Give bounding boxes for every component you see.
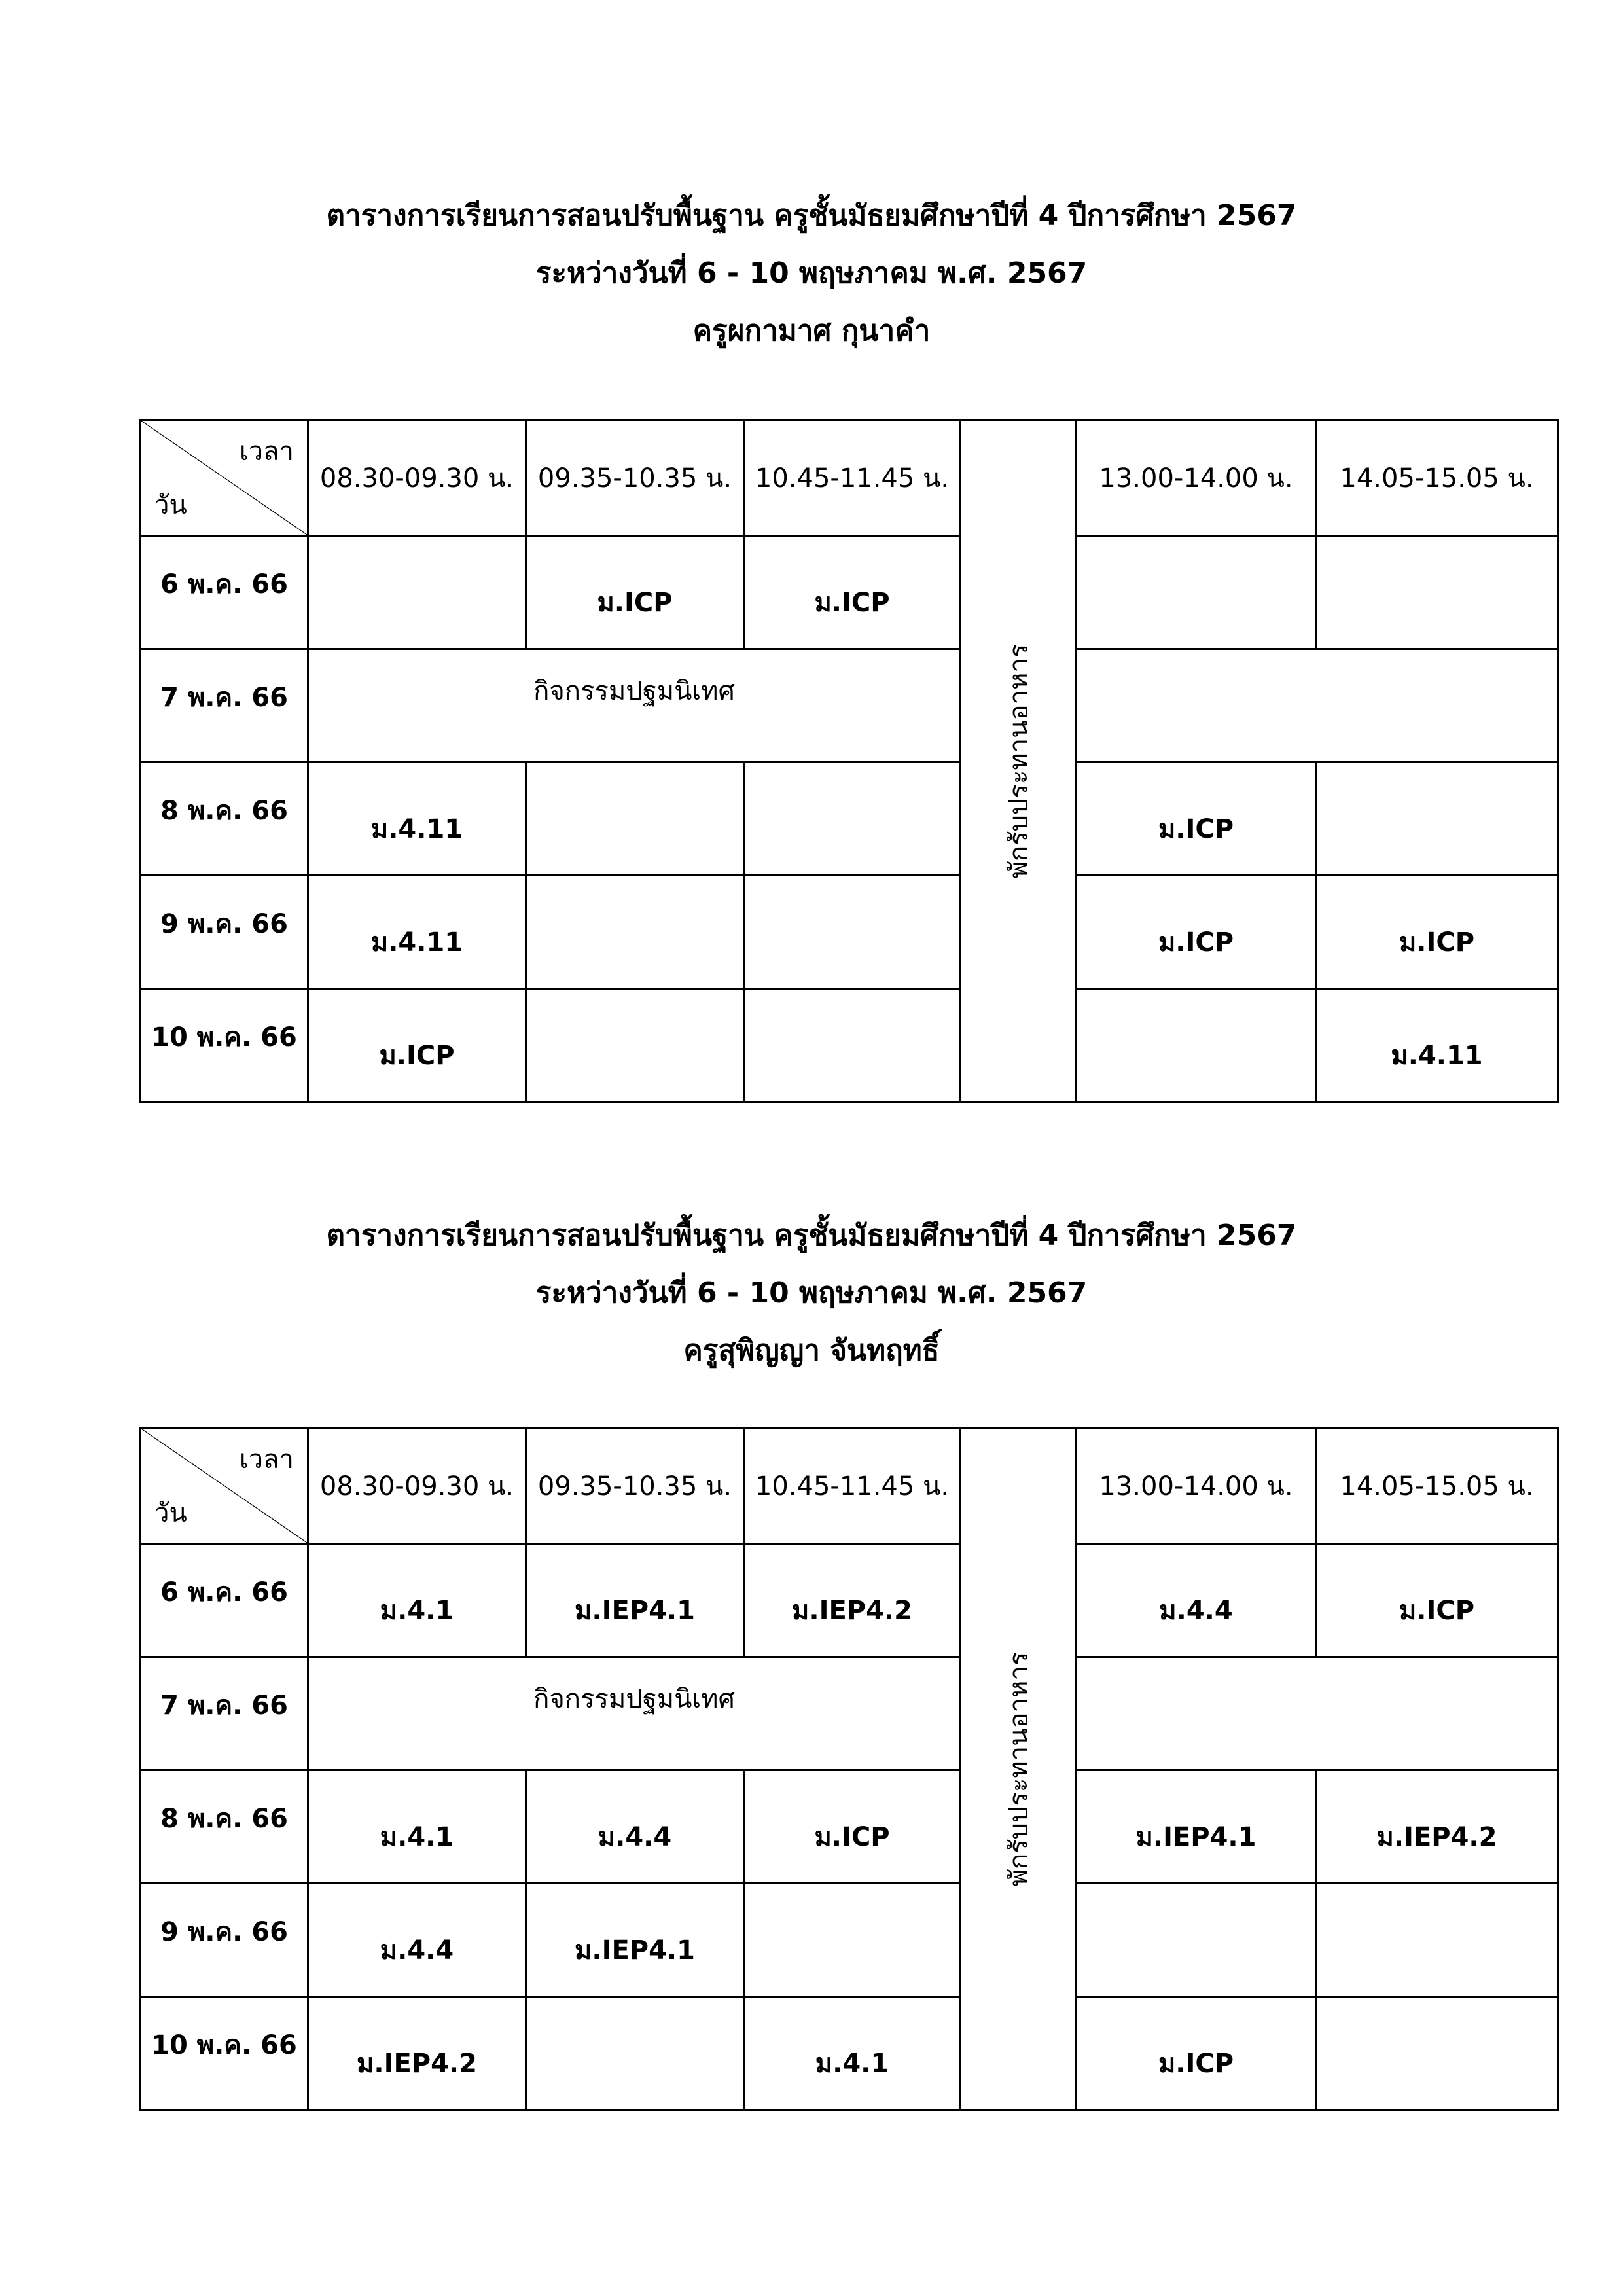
header-row [141, 420, 1558, 536]
lunch-break-label: พักรับประทานอาหาร [1004, 1651, 1034, 1886]
class-cell: ม.4.11 [308, 876, 526, 989]
day-row [141, 1544, 1558, 1657]
class-cell [1316, 762, 1558, 876]
class-cell: ม.4.1 [744, 1997, 961, 2110]
corner-cell [141, 1428, 308, 1544]
day-row [141, 989, 1558, 1102]
class-cell [1077, 989, 1316, 1102]
class-cell: ม.ICP [744, 1770, 961, 1884]
day-label: 7 พ.ค. 66 [141, 649, 308, 762]
period-header: 14.05-15.05 น. [1316, 420, 1558, 536]
day-label: 6 พ.ค. 66 [141, 536, 308, 649]
day-row [141, 1770, 1558, 1884]
class-cell: ม.4.4 [1077, 1544, 1316, 1657]
day-label: 10 พ.ค. 66 [141, 989, 308, 1102]
lunch-break-label: พักรับประทานอาหาร [1004, 643, 1034, 878]
lunch-break-column [961, 1428, 1077, 2110]
class-cell: ม.IEP4.2 [1316, 1770, 1558, 1884]
class-cell [308, 536, 526, 649]
period-header: 10.45-11.45 น. [744, 420, 961, 536]
class-cell: ม.IEP4.1 [526, 1884, 744, 1997]
class-cell: ม.ICP [1077, 1997, 1316, 2110]
day-label: 6 พ.ค. 66 [141, 1544, 308, 1657]
day-row [141, 649, 1558, 762]
timetable [139, 1427, 1559, 2111]
class-cell: ม.IEP4.1 [1077, 1770, 1316, 1884]
period-header: 09.35-10.35 น. [526, 420, 744, 536]
day-label: 9 พ.ค. 66 [141, 876, 308, 989]
class-cell [1316, 536, 1558, 649]
timetable-title: ตารางการเรียนการสอนปรับพื้นฐาน ครูชั้นมัธยมศึกษาปีที่ 4 ปีการศึกษา 2567 [326, 1219, 1297, 1252]
teacher-name: ครูสุพิญญา จันทฤทธิ์ [683, 1334, 940, 1367]
class-cell: ม.4.4 [526, 1770, 744, 1884]
class-cell [744, 989, 961, 1102]
header-row [141, 1428, 1558, 1544]
day-row [141, 536, 1558, 649]
class-cell: ม.4.11 [1316, 989, 1558, 1102]
class-cell [526, 1997, 744, 2110]
period-header: 14.05-15.05 น. [1316, 1428, 1558, 1544]
class-cell: ม.ICP [526, 536, 744, 649]
day-row [141, 876, 1558, 989]
class-cell [526, 989, 744, 1102]
day-label: 7 พ.ค. 66 [141, 1657, 308, 1770]
corner-day-label: วัน [154, 1498, 187, 1528]
class-cell: ม.ICP [1316, 1544, 1558, 1657]
period-header: 09.35-10.35 น. [526, 1428, 744, 1544]
class-cell [526, 876, 744, 989]
day-label: 9 พ.ค. 66 [141, 1884, 308, 1997]
period-header: 13.00-14.00 น. [1077, 420, 1316, 536]
class-cell [744, 1884, 961, 1997]
corner-time-label: เวลา [239, 1444, 294, 1475]
empty-afternoon-cell [1077, 649, 1558, 762]
class-cell [526, 762, 744, 876]
day-label: 10 พ.ค. 66 [141, 1997, 308, 2110]
day-label: 8 พ.ค. 66 [141, 762, 308, 876]
lunch-break-column [961, 420, 1077, 1102]
empty-afternoon-cell [1077, 1657, 1558, 1770]
timetable-title: ตารางการเรียนการสอนปรับพื้นฐาน ครูชั้นมัธยมศึกษาปีที่ 4 ปีการศึกษา 2567 [326, 199, 1297, 232]
corner-day-label: วัน [154, 490, 187, 520]
timetable-date-range: ระหว่างวันที่ 6 - 10 พฤษภาคม พ.ศ. 2567 [535, 1276, 1088, 1310]
day-row [141, 1997, 1558, 2110]
class-cell [1077, 536, 1316, 649]
day-row [141, 1657, 1558, 1770]
class-cell: ม.ICP [308, 989, 526, 1102]
class-cell: ม.IEP4.2 [308, 1997, 526, 2110]
period-header: 08.30-09.30 น. [308, 1428, 526, 1544]
class-cell: ม.IEP4.1 [526, 1544, 744, 1657]
period-header: 08.30-09.30 น. [308, 420, 526, 536]
class-cell: ม.IEP4.2 [744, 1544, 961, 1657]
period-header: 10.45-11.45 น. [744, 1428, 961, 1544]
class-cell [1316, 1884, 1558, 1997]
class-cell: ม.ICP [744, 536, 961, 649]
orientation-activity-cell: กิจกรรมปฐมนิเทศ [308, 649, 961, 762]
corner-cell [141, 420, 308, 536]
class-cell: ม.4.11 [308, 762, 526, 876]
teacher-name: ครูผกามาศ กุนาคำ [692, 314, 931, 348]
day-row [141, 762, 1558, 876]
class-cell [1316, 1997, 1558, 2110]
class-cell: ม.4.1 [308, 1770, 526, 1884]
corner-time-label: เวลา [239, 437, 294, 467]
class-cell [744, 762, 961, 876]
class-cell [744, 876, 961, 989]
timetable-date-range: ระหว่างวันที่ 6 - 10 พฤษภาคม พ.ศ. 2567 [535, 257, 1088, 290]
timetable [139, 419, 1559, 1103]
class-cell: ม.4.1 [308, 1544, 526, 1657]
class-cell: ม.ICP [1077, 876, 1316, 989]
class-cell: ม.ICP [1077, 762, 1316, 876]
period-header: 13.00-14.00 น. [1077, 1428, 1316, 1544]
day-label: 8 พ.ค. 66 [141, 1770, 308, 1884]
class-cell: ม.4.4 [308, 1884, 526, 1997]
orientation-activity-cell: กิจกรรมปฐมนิเทศ [308, 1657, 961, 1770]
day-row [141, 1884, 1558, 1997]
class-cell [1077, 1884, 1316, 1997]
class-cell: ม.ICP [1316, 876, 1558, 989]
